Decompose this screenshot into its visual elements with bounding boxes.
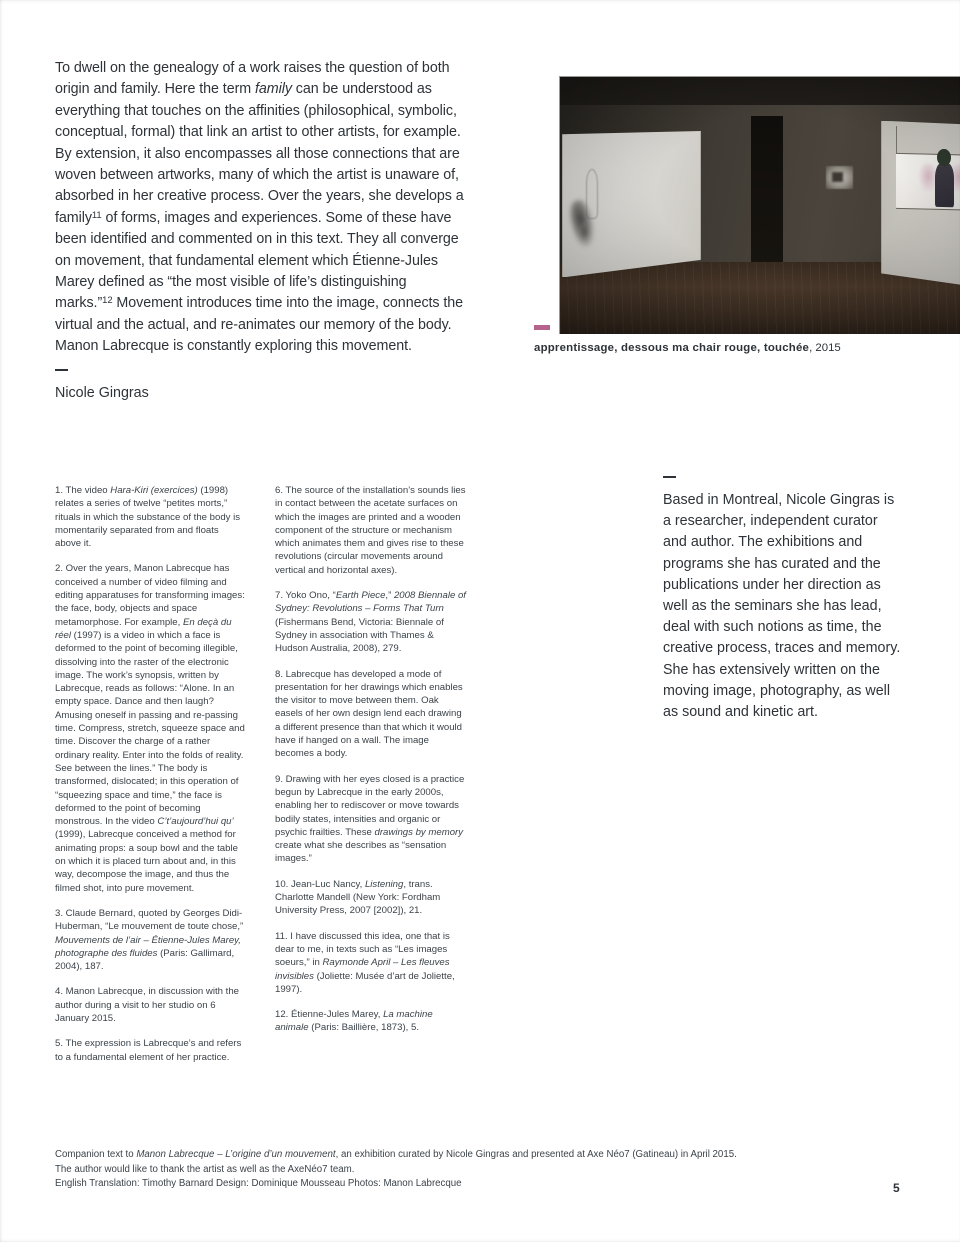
bio-dash-rule xyxy=(663,476,676,478)
note-item: 8. Labrecque has developed a mode of presentation for her drawings which enables the visitor to move between them. Oak easels of her own design lend each drawing a different presence than that which it would have if hanged on a wall. The image becomes a body. xyxy=(275,668,463,760)
note-item: 2. Over the years, Manon Labrecque has conceived a number of video filming and editing apparatuses for transforming images: the face, body, objects and space metamorphose. For example, En deçà du réel (1997) is a video in which a face is deformed to the point of becoming illegible, dissolving into the raster of the electronic image. The work’s synopsis, written by Labrecque, reads as follows: “Alone. In an empty space. Dance and then laugh? Amusing oneself in passing and re-passing time. Compress, stretch, squeeze space and time. Discover the charge of a rather ordinary reality. Enter into the folds of reality. See between the lines.” The body is transformed, dislocated; in this operation of “squeezing space and time,” the face is deformed to the point of becoming monstrous. In the video C’t’aujourd’hui qu’ (1999), Labrecque conceived a method for animating props: a soup bowl and the table on which it is placed turn about and, in this way, decompose the image, and thus the filmed shot, into pure movement. xyxy=(55,563,245,894)
colophon-line-1-post: , an exhibition curated by Nicole Gingras and presented at Axe Néo7 (Gatineau) in April 2015. xyxy=(335,1149,737,1160)
note-item: 3. Claude Bernard, quoted by Georges Didi-Huberman, “Le mouvement de toute chose,” Mouvements de l’air – Étienne-Jules Marey, photographe des fluides (Paris: Gallimard, 2004), 187. xyxy=(55,907,244,973)
lead-essay-paragraph xyxy=(55,58,467,358)
colophon-line-1-pre: Companion text to xyxy=(55,1149,137,1160)
colophon-exhibition-title: Manon Labrecque – L’origine d’un mouvement xyxy=(136,1149,336,1160)
lead-essay xyxy=(55,58,467,358)
note-item: 11. I have discussed this idea, one that is dear to me, in texts such as “Les images soeurs,” in Raymonde April – Les fleuves invisibles (Joliette: Musée d’art de Joliette, 1997). xyxy=(275,930,455,995)
caption-dash-rule xyxy=(534,325,550,330)
lead-text-part-4: Movement introduces time into the image, connects the virtual and the actual, and re-animates our memory of the body. Manon Labrecque is constantly exploring this movement. xyxy=(55,295,464,355)
lead-text-part-2: can be understood as everything that touches on the affinities (philosophical, symbolic, conceptual, formal) that link an artist to other artists, for example. By extension, it also encompasses all those connections that are woven between artworks, many of which the artist is unaware of, absorbed in her creative process. Over the years, she develops a family xyxy=(55,81,464,226)
page-number: 5 xyxy=(893,1181,900,1195)
note-item: 12. Étienne-Jules Marey, La machine animale (Paris: Baillière, 1873), 5. xyxy=(275,1009,433,1034)
photo-vignette xyxy=(560,77,960,334)
gallery-installation-photograph xyxy=(559,76,960,334)
author-bio xyxy=(663,476,903,723)
note-item: 1. The video Hara-Kiri (exercices) (1998) relates a series of twelve “petites morts,” rituals in which the substance of the body is momentarily separated from and floats above it. xyxy=(55,485,241,550)
photo-caption xyxy=(534,325,864,356)
colophon-line-1 xyxy=(55,1148,815,1163)
note-item: 5. The expression is Labrecque’s and refers to a fundamental element of her practice. xyxy=(55,1038,242,1063)
colophon-line-2: The author would like to thank the artist as well as the AxeNéo7 team. xyxy=(55,1163,355,1175)
colophon-line-3: English Translation: Timothy Barnard Design: Dominique Mousseau Photos: Manon Labrecque xyxy=(55,1178,462,1190)
installation-photo-figure xyxy=(559,76,960,334)
byline-dash-rule xyxy=(55,369,68,371)
author-name: Nicole Gingras xyxy=(55,385,149,401)
footnote-ref-12: 12 xyxy=(102,294,113,306)
note-item: 6. The source of the installation’s sounds lies in contact between the acetate surfaces on which the images are printed and a wooden component of the structure or mechanism which animates them and gives rise to these revolutions (circular movements around vertical and horizontal axes). xyxy=(275,485,466,576)
colophon xyxy=(55,1148,815,1192)
caption-work-title: apprentissage, dessous ma chair rouge, touchée xyxy=(534,342,810,354)
caption-work-year: , 2015 xyxy=(809,342,841,354)
footnote-ref-11: 11 xyxy=(91,208,102,220)
bio-text: Based in Montreal, Nicole Gingras is a researcher, independent curator and author. The exhibitions and programs she has curated and the publications under her direction as well as the seminars she has lead, deal with such notions as time, the creative process, traces and memory. She has extensively written on the moving image, photography, as well as sound and kinetic art. xyxy=(663,492,901,721)
note-item: 7. Yoko Ono, “Earth Piece,” 2008 Biennale of Sydney: Revolutions – Forms That Turn (Fishermans Bend, Victoria: Biennale of Sydney in association with Thames & Hudson Australia, 2008), 279. xyxy=(275,590,466,655)
lead-text-part-3: of forms, images and experiences. Some of these have been identified and commented on in this text. They all converge on movement, that fundamental element which Étienne-Jules Marey defined as “the most visible of life’s distinguishing marks.” xyxy=(55,209,459,312)
note-item: 10. Jean-Luc Nancy, Listening, trans. Charlotte Mandell (New York: Fordham University Press, 2007 [2002]), 21. xyxy=(275,878,441,917)
essay-byline xyxy=(55,369,355,404)
lead-text-part-1: To dwell on the genealogy of a work raises the question of both origin and family. Here the term xyxy=(55,60,450,98)
notes-column-left xyxy=(55,484,247,1064)
lead-text-italic-family: family xyxy=(255,81,292,98)
notes-column-right xyxy=(275,484,467,1035)
note-item: 4. Manon Labrecque, in discussion with the author during a visit to her studio on 6 January 2015. xyxy=(55,986,239,1024)
note-item: 9. Drawing with her eyes closed is a practice begun by Labrecque in the early 2000s, enabling her to rediscover or move towards bodily states, intensities and organic or psychic frailties. These drawings by memory create what she describes as “sensation images.” xyxy=(275,773,465,865)
